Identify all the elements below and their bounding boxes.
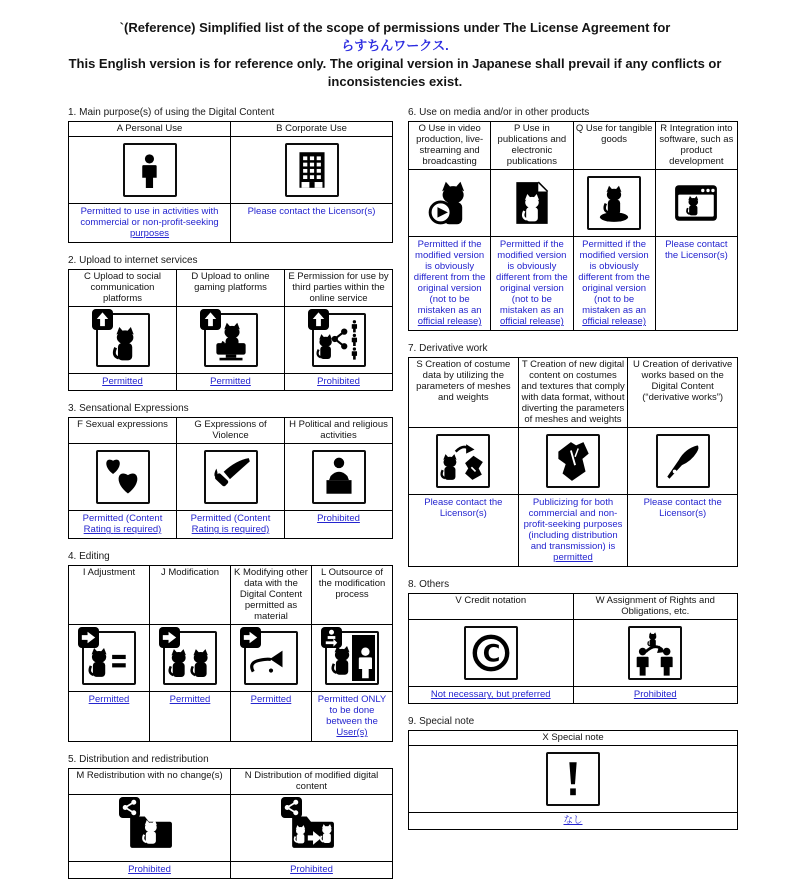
column-header: R Integration into software, such as product development — [655, 122, 737, 170]
icon-cell — [285, 307, 393, 374]
section-title: 6. Use on media and/or in other products — [408, 107, 590, 118]
permission-status-link[interactable]: Permitted if the modified version is obviously different from the original version (not to be mistaken as an official release) — [578, 239, 650, 328]
icon-cell — [518, 428, 628, 495]
section-4 — [68, 551, 393, 742]
permission-table — [68, 121, 393, 243]
icon-box — [507, 178, 557, 228]
icon-box — [425, 178, 475, 228]
icon-box — [628, 626, 682, 680]
icon-cell — [69, 307, 177, 374]
status-cell — [573, 237, 655, 331]
permission-table — [68, 269, 393, 391]
icon-cell — [231, 137, 393, 204]
icon-box — [436, 434, 490, 488]
rights-assignment-icon — [632, 630, 678, 676]
icon-cell — [285, 444, 393, 511]
section-title: 4. Editing — [68, 551, 110, 563]
icon-box — [96, 313, 150, 367]
icon-box — [244, 631, 298, 685]
icon-box — [671, 178, 721, 228]
new-content-icon — [550, 438, 596, 484]
left-column — [68, 107, 393, 891]
section-title: 5. Distribution and redistribution — [68, 754, 209, 766]
icon-cell — [177, 444, 285, 511]
permission-status-link[interactable]: Permitted — [102, 376, 143, 388]
permission-status-link[interactable]: Prohibited — [317, 376, 360, 388]
icon-cell — [69, 444, 177, 511]
video-icon — [427, 180, 473, 226]
icon-cell — [177, 307, 285, 374]
person-icon — [127, 147, 173, 193]
section-8 — [408, 579, 738, 704]
status-cell — [69, 511, 177, 539]
icon-cell — [150, 625, 231, 692]
costume-data-icon — [440, 438, 486, 484]
icon-box — [325, 631, 379, 685]
permission-status-link[interactable]: Permitted (Content Rating is required) — [82, 513, 163, 536]
publication-icon — [509, 180, 555, 226]
share-badge-icon — [281, 797, 302, 818]
permission-status-link[interactable]: Permitted (Content Rating is required) — [190, 513, 271, 536]
icon-box — [546, 752, 600, 806]
status-cell — [491, 237, 573, 331]
permission-status-link[interactable]: Permitted if the modified version is obviously different from the original version (not to be mistaken as an official release) — [496, 239, 568, 328]
icon-box — [312, 450, 366, 504]
icon-box — [96, 450, 150, 504]
status-cell — [285, 511, 393, 539]
status-cell — [409, 237, 491, 331]
arrow-badge-icon — [78, 627, 99, 648]
icon-box — [125, 803, 175, 853]
permission-table — [408, 593, 738, 704]
icon-cell — [312, 625, 393, 692]
column-header: N Distribution of modified digital content — [231, 769, 393, 795]
icon-box — [285, 143, 339, 197]
permission-table — [408, 121, 738, 331]
permission-table — [408, 357, 738, 567]
icon-box — [287, 803, 337, 853]
table-columns — [0, 107, 790, 891]
icon-box — [204, 450, 258, 504]
status-cell — [177, 511, 285, 539]
permission-status-link[interactable]: Prohibited — [633, 689, 677, 701]
status-cell — [69, 204, 231, 243]
status-cell — [409, 495, 519, 567]
icon-cell — [409, 170, 491, 237]
section-title: 3. Sensational Expressions — [68, 403, 189, 415]
status-cell — [69, 692, 150, 742]
column-header: F Sexual expressions — [69, 418, 177, 444]
icon-cell — [409, 746, 738, 813]
section-1 — [68, 107, 393, 243]
disclaimer-text: This English version is for reference only. The original version in Japanese shall prevail if any conflicts or inconsistencies exist. — [68, 56, 722, 89]
status-cell — [409, 813, 738, 830]
share-badge-icon — [119, 797, 140, 818]
svg-text:C: C — [482, 639, 501, 668]
status-cell — [573, 687, 738, 704]
icon-box — [312, 313, 366, 367]
permission-status-text: Please contact the Licensor(s) — [424, 497, 503, 520]
icon-cell — [655, 170, 737, 237]
icon-cell — [231, 795, 393, 862]
column-header: X Special note — [409, 731, 738, 746]
column-header: G Expressions of Violence — [177, 418, 285, 444]
column-header: S Creation of costume data by utilizing the parameters of meshes and weights — [409, 358, 519, 428]
icon-cell — [231, 625, 312, 692]
permission-status-text: Please contact the Licensor(s) — [643, 497, 722, 520]
column-header: K Modifying other data with the Digital Content permitted as material — [231, 566, 312, 625]
section-title: 8. Others — [408, 579, 450, 591]
person-swap-badge-icon — [321, 627, 342, 648]
permission-table — [68, 768, 393, 879]
pen-icon — [660, 438, 706, 484]
column-header: D Upload to online gaming platforms — [177, 270, 285, 307]
icon-box — [204, 313, 258, 367]
status-cell — [69, 374, 177, 391]
permission-status-link[interactable]: Permitted — [88, 694, 130, 706]
column-header: W Assignment of Rights and Obligations, etc. — [573, 594, 738, 620]
section-title: 1. Main purpose(s) of using the Digital Content — [68, 107, 275, 118]
icon-box — [546, 434, 600, 488]
document-title: `(Reference) Simplified list of the scope of permissions under The License Agreement for — [119, 20, 671, 35]
status-cell — [69, 862, 231, 879]
building-icon — [289, 147, 335, 193]
permission-table — [68, 565, 393, 742]
permission-status-link[interactable]: Not necessary, but preferred — [430, 689, 551, 701]
status-cell — [409, 687, 574, 704]
column-header: H Political and religious activities — [285, 418, 393, 444]
column-header: P Use in publications and electronic publications — [491, 122, 573, 170]
status-cell — [518, 495, 628, 567]
software-icon — [673, 180, 719, 226]
icon-box — [163, 631, 217, 685]
product-name: らすちんワークス. — [341, 38, 449, 53]
column-header: T Creation of new digital content on costumes and textures that comply with data format, without diverting the parameters of meshes and weights — [518, 358, 628, 428]
icon-cell — [69, 795, 231, 862]
arrow-badge-icon — [240, 627, 261, 648]
permission-status-link[interactable]: Permitted — [210, 376, 251, 388]
document-header — [0, 0, 790, 91]
column-header: J Modification — [150, 566, 231, 625]
status-cell — [285, 374, 393, 391]
column-header: Q Use for tangible goods — [573, 122, 655, 170]
permission-status-link[interactable]: Publicizing for both commercial and non-profit-seeking purposes (including distribution and transmission) is permitted — [523, 497, 623, 564]
status-cell — [231, 204, 393, 243]
arrow-badge-icon — [159, 627, 180, 648]
icon-box — [82, 631, 136, 685]
upload-badge-icon — [308, 309, 329, 330]
icon-cell — [69, 137, 231, 204]
icon-box — [123, 143, 177, 197]
status-cell — [231, 692, 312, 742]
column-header: A Personal Use — [69, 122, 231, 137]
icon-cell — [491, 170, 573, 237]
status-cell — [177, 374, 285, 391]
section-title: 7. Derivative work — [408, 343, 488, 355]
column-header: M Redistribution with no change(s) — [69, 769, 231, 795]
permission-status-text: Please contact the Licensor(s) — [664, 239, 728, 262]
column-header: C Upload to social communication platforms — [69, 270, 177, 307]
knife-icon — [208, 454, 254, 500]
permission-status-link[interactable]: Permitted to use in activities with commercial or non-profit-seeking purposes — [80, 206, 219, 240]
right-column — [408, 107, 738, 842]
status-cell — [655, 237, 737, 331]
icon-cell — [628, 428, 738, 495]
section-3 — [68, 403, 393, 539]
permission-table — [68, 417, 393, 539]
permission-status-text: Please contact the Licensor(s) — [247, 206, 376, 218]
permission-status-link[interactable]: Permitted — [169, 694, 211, 706]
column-header: E Permission for use by third parties within the online service — [285, 270, 393, 307]
section-9 — [408, 716, 738, 830]
section-title: 9. Special note — [408, 716, 475, 728]
status-cell — [628, 495, 738, 567]
icon-cell — [409, 620, 574, 687]
section-6 — [408, 107, 738, 331]
permission-status-link[interactable]: Permitted if the modified version is obviously different from the original version (not to be mistaken as an official release) — [413, 239, 486, 328]
status-cell — [312, 692, 393, 742]
permission-status-link[interactable]: Prohibited — [317, 513, 360, 525]
podium-icon — [316, 454, 362, 500]
permission-status-link[interactable]: Prohibited — [290, 864, 333, 876]
column-header: B Corporate Use — [231, 122, 393, 137]
icon-cell — [69, 625, 150, 692]
upload-badge-icon — [200, 309, 221, 330]
permission-status-link[interactable]: なし — [563, 815, 583, 827]
column-header: L Outsource of the modification process — [312, 566, 393, 625]
status-cell — [150, 692, 231, 742]
permission-status-link[interactable]: Permitted — [250, 694, 292, 706]
permission-status-link[interactable]: Prohibited — [128, 864, 171, 876]
column-header: U Creation of derivative works based on the Digital Content (“derivative works”) — [628, 358, 738, 428]
column-header: I Adjustment — [69, 566, 150, 625]
tangible-goods-icon — [591, 180, 637, 226]
icon-cell — [573, 620, 738, 687]
permission-table — [408, 730, 738, 830]
section-5 — [68, 754, 393, 879]
column-header: V Credit notation — [409, 594, 574, 620]
exclamation-icon — [550, 756, 596, 802]
section-2 — [68, 255, 393, 391]
icon-box — [656, 434, 710, 488]
permission-status-link[interactable]: Permitted ONLY to be done between the User(s) — [317, 694, 387, 739]
icon-cell — [573, 170, 655, 237]
icon-box — [587, 176, 641, 230]
hearts-icon — [100, 454, 146, 500]
icon-box — [464, 626, 518, 680]
copyright-icon — [468, 630, 514, 676]
icon-cell — [409, 428, 519, 495]
upload-badge-icon — [92, 309, 113, 330]
column-header: O Use in video production, live-streaming and broadcasting — [409, 122, 491, 170]
status-cell — [231, 862, 393, 879]
section-7 — [408, 343, 738, 567]
section-title: 2. Upload to internet services — [68, 255, 198, 267]
